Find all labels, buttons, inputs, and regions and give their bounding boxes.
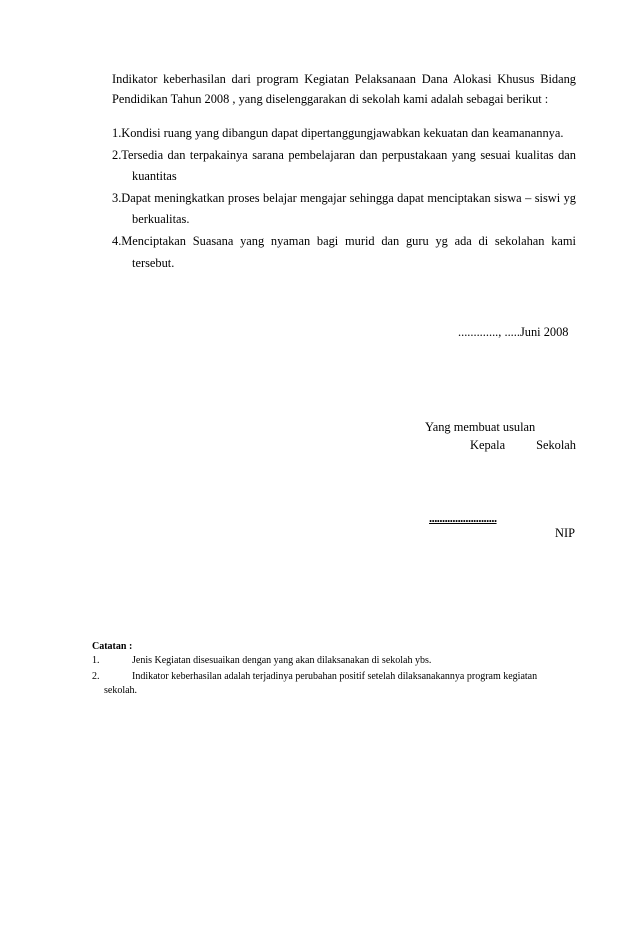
notes-title: Catatan : xyxy=(92,641,133,652)
role-word-kepala: Kepala xyxy=(470,438,506,452)
indicator-item-4: 4.Menciptakan Suasana yang nyaman bagi murid dan guru yg ada di sekolahan kami tersebut. xyxy=(112,233,576,270)
note-number: 2. xyxy=(92,671,100,682)
indicator-item-2: 2.Tersedia dan terpakainya sarana pembelajaran dan perpustakaan yang sesuai kualitas dan kuantitas xyxy=(112,147,576,184)
note-continuation: sekolah. xyxy=(104,685,138,696)
signature-role xyxy=(470,436,576,454)
role-word-sekolah: Sekolah xyxy=(536,438,576,452)
notes-section xyxy=(92,639,572,698)
note-number: 1. xyxy=(92,655,100,666)
note-text: Indikator keberhasilan adalah terjadinya perubahan positif setelah dilaksanakannya program kegiatan xyxy=(132,671,538,682)
indicator-item-1: 1.Kondisi ruang yang dibangun dapat dipertanggungjawabkan kekuatan dan keamanannya. xyxy=(112,126,564,140)
intro-paragraph: Indikator keberhasilan dari program Kegiatan Pelaksanaan Dana Alokasi Khusus Bidang Pendidikan Tahun 2008 , yang diselenggarakan di sekolah kami adalah sebagai berikut : xyxy=(112,72,576,106)
indicator-item-3: 3.Dapat meningkatkan proses belajar mengajar sehingga dapat menciptakan siswa – siswi yg berkualitas. xyxy=(112,190,576,227)
note-text: Jenis Kegiatan disesuaikan dengan yang akan dilaksanakan di sekolah ybs. xyxy=(132,655,432,666)
signature-name-placeholder: .......................... xyxy=(429,511,497,525)
note-item xyxy=(92,670,572,698)
indicator-list xyxy=(112,123,576,274)
date-line: ............., .....Juni 2008 xyxy=(458,325,569,339)
note-item xyxy=(92,654,572,668)
nip-label: NIP xyxy=(555,526,575,540)
signature-maker-label: Yang membuat usulan xyxy=(425,420,536,434)
